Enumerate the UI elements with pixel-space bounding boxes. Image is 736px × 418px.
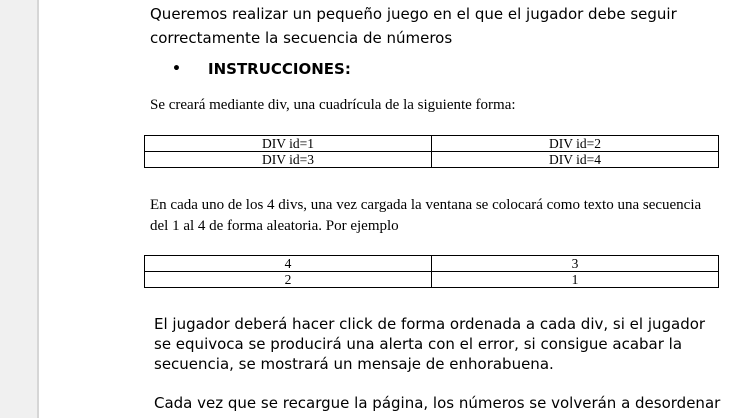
example-sequence-table [144, 255, 719, 288]
table-row [145, 152, 719, 168]
intro-paragraph: Queremos realizar un pequeño juego en el que el jugador debe seguir correctamente la secuencia de números [150, 5, 677, 47]
table-cell: 4 [145, 256, 432, 272]
grid-layout-table [144, 135, 719, 168]
table-cell: 1 [432, 272, 719, 288]
document-page [39, 0, 736, 418]
table-cell: 3 [432, 256, 719, 272]
sequence-description: En cada uno de los 4 divs, una vez cargada la ventana se colocará como texto una secuencia del 1 al 4 de forma aleatoria. Por ejemplo [150, 197, 702, 234]
bullet-dot-icon: • [172, 61, 181, 77]
instructions-heading: INSTRUCCIONES: [208, 60, 351, 78]
table-cell: 2 [145, 272, 432, 288]
grid-description: Se creará mediante div, una cuadrícula de la siguiente forma: [150, 97, 516, 113]
player-instructions: El jugador deberá hacer click de forma ordenada a cada div, si el jugador se equivoca se producirá una alerta con el error, si consigue acabar la secuencia, se mostrará un mensaje de enhorabuena. [154, 315, 706, 373]
table-row [145, 256, 719, 272]
reload-note: Cada vez que se recargue la página, los números se volverán a desordenar [154, 394, 721, 412]
table-row [145, 272, 719, 288]
table-row [145, 136, 719, 152]
instructions-bullet [172, 58, 351, 80]
table-cell: DIV id=4 [432, 152, 719, 168]
table-cell: DIV id=2 [432, 136, 719, 152]
left-gutter [0, 0, 37, 418]
table-cell: DIV id=1 [145, 136, 432, 152]
table-cell: DIV id=3 [145, 152, 432, 168]
